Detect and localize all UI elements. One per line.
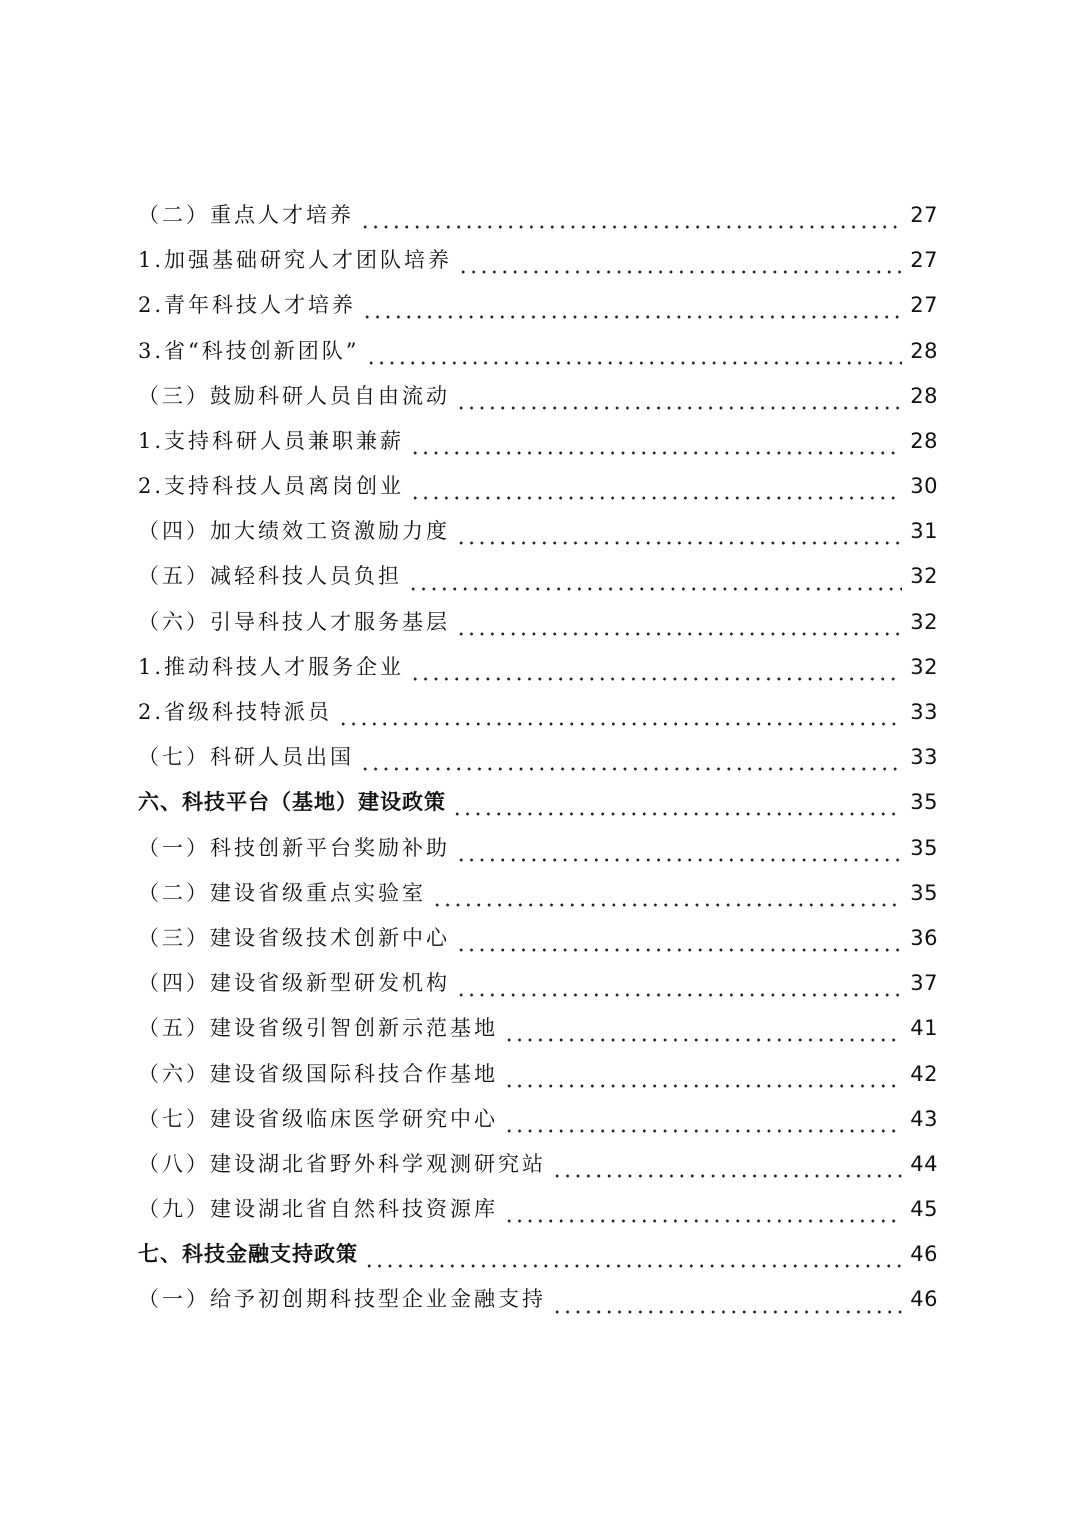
toc-page-number: 44: [910, 1151, 938, 1176]
toc-page-number: 37: [910, 971, 938, 996]
toc-entry-title: 七、科技金融支持政策: [138, 1242, 358, 1267]
toc-page-number: 45: [910, 1197, 938, 1222]
dot-leader: [504, 1052, 902, 1097]
toc-page-number: 30: [910, 474, 938, 499]
toc-entry-title: （四）加大绩效工资激励力度: [138, 519, 450, 544]
dot-leader: [456, 374, 902, 419]
toc-page-number: 32: [910, 654, 938, 679]
toc-entry-row[interactable]: [138, 509, 938, 554]
toc-entry-row[interactable]: [138, 916, 938, 961]
toc-entry-row[interactable]: [138, 690, 938, 735]
toc-entry-title: 2.省级科技特派员: [138, 700, 333, 725]
toc-entry-row[interactable]: [138, 1142, 938, 1187]
toc-entry-row[interactable]: [138, 645, 938, 690]
dot-leader: [410, 419, 902, 464]
toc-entry-title: （二）建设省级重点实验室: [138, 880, 426, 905]
toc-entry-row[interactable]: [138, 600, 938, 645]
toc-page-number: 35: [910, 835, 938, 860]
dot-leader: [366, 329, 903, 374]
table-of-contents: [138, 193, 938, 1323]
dot-leader: [452, 780, 902, 825]
toc-page-number: 33: [910, 700, 938, 725]
toc-page-number: 32: [910, 564, 938, 589]
dot-leader: [362, 283, 902, 328]
dot-leader: [504, 1187, 902, 1232]
toc-entry-title: 2.支持科技人员离岗创业: [138, 474, 405, 499]
dot-leader: [552, 1142, 902, 1187]
dot-leader: [410, 464, 902, 509]
toc-entry-row[interactable]: [138, 1006, 938, 1051]
toc-entry-title: （一）给予初创期科技型企业金融支持: [138, 1287, 546, 1312]
dot-leader: [364, 1232, 902, 1277]
toc-entry-title: （九）建设湖北省自然科技资源库: [138, 1197, 498, 1222]
toc-section-row[interactable]: [138, 780, 938, 825]
toc-entry-row[interactable]: [138, 871, 938, 916]
toc-entry-row[interactable]: [138, 826, 938, 871]
toc-entry-row[interactable]: [138, 283, 938, 328]
dot-leader: [458, 238, 902, 283]
toc-entry-title: 2.青年科技人才培养: [138, 293, 357, 318]
dot-leader: [456, 509, 902, 554]
toc-page-number: 27: [910, 293, 938, 318]
toc-entry-title: （一）科技创新平台奖励补助: [138, 835, 450, 860]
toc-page-number: 33: [910, 745, 938, 770]
toc-page-number: 27: [910, 202, 938, 227]
toc-entry-row[interactable]: [138, 961, 938, 1006]
toc-page-number: 46: [910, 1242, 938, 1267]
toc-page-number: 28: [910, 338, 938, 363]
dot-leader: [360, 735, 902, 780]
dot-leader: [456, 916, 902, 961]
toc-entry-title: （八）建设湖北省野外科学观测研究站: [138, 1151, 546, 1176]
toc-entry-title: （六）建设省级国际科技合作基地: [138, 1061, 498, 1086]
toc-entry-title: 六、科技平台（基地）建设政策: [138, 790, 446, 815]
dot-leader: [432, 871, 902, 916]
toc-entry-row[interactable]: [138, 193, 938, 238]
toc-entry-title: （二）重点人才培养: [138, 202, 354, 227]
toc-entry-title: （七）科研人员出国: [138, 745, 354, 770]
toc-entry-row[interactable]: [138, 1097, 938, 1142]
dot-leader: [360, 193, 902, 238]
toc-entry-title: 3.省“科技创新团队”: [138, 338, 360, 363]
toc-page-number: 27: [910, 248, 938, 273]
toc-entry-row[interactable]: [138, 329, 938, 374]
dot-leader: [552, 1278, 902, 1323]
dot-leader: [410, 645, 902, 690]
toc-entry-title: （三）建设省级技术创新中心: [138, 925, 450, 950]
toc-page-number: 43: [910, 1106, 938, 1131]
toc-page-number: 28: [910, 428, 938, 453]
toc-page-number: 35: [910, 790, 938, 815]
dot-leader: [456, 600, 902, 645]
toc-entry-row[interactable]: [138, 1052, 938, 1097]
toc-entry-title: （六）引导科技人才服务基层: [138, 609, 450, 634]
dot-leader: [504, 1097, 902, 1142]
toc-entry-title: 1.支持科研人员兼职兼薪: [138, 428, 405, 453]
toc-entry-title: 1.推动科技人才服务企业: [138, 654, 405, 679]
toc-entry-title: （五）建设省级引智创新示范基地: [138, 1016, 498, 1041]
toc-entry-row[interactable]: [138, 735, 938, 780]
toc-page-number: 32: [910, 609, 938, 634]
toc-page-number: 31: [910, 519, 938, 544]
toc-entry-row[interactable]: [138, 1187, 938, 1232]
dot-leader: [504, 1006, 902, 1051]
toc-page-number: 28: [910, 383, 938, 408]
toc-page-number: 46: [910, 1287, 938, 1312]
toc-page-number: 36: [910, 925, 938, 950]
dot-leader: [408, 555, 902, 600]
dot-leader: [338, 690, 902, 735]
toc-page-number: 41: [910, 1016, 938, 1041]
toc-entry-row[interactable]: [138, 238, 938, 283]
toc-page-number: 42: [910, 1061, 938, 1086]
toc-entry-title: （五）减轻科技人员负担: [138, 564, 402, 589]
toc-entry-row[interactable]: [138, 374, 938, 419]
toc-entry-row[interactable]: [138, 1278, 938, 1323]
toc-entry-title: （七）建设省级临床医学研究中心: [138, 1106, 498, 1131]
toc-entry-row[interactable]: [138, 464, 938, 509]
toc-entry-title: （四）建设省级新型研发机构: [138, 971, 450, 996]
toc-entry-title: 1.加强基础研究人才团队培养: [138, 248, 453, 273]
dot-leader: [456, 826, 902, 871]
toc-section-row[interactable]: [138, 1232, 938, 1277]
toc-entry-row[interactable]: [138, 419, 938, 464]
toc-page-number: 35: [910, 880, 938, 905]
toc-entry-title: （三）鼓励科研人员自由流动: [138, 383, 450, 408]
dot-leader: [456, 961, 902, 1006]
toc-entry-row[interactable]: [138, 555, 938, 600]
